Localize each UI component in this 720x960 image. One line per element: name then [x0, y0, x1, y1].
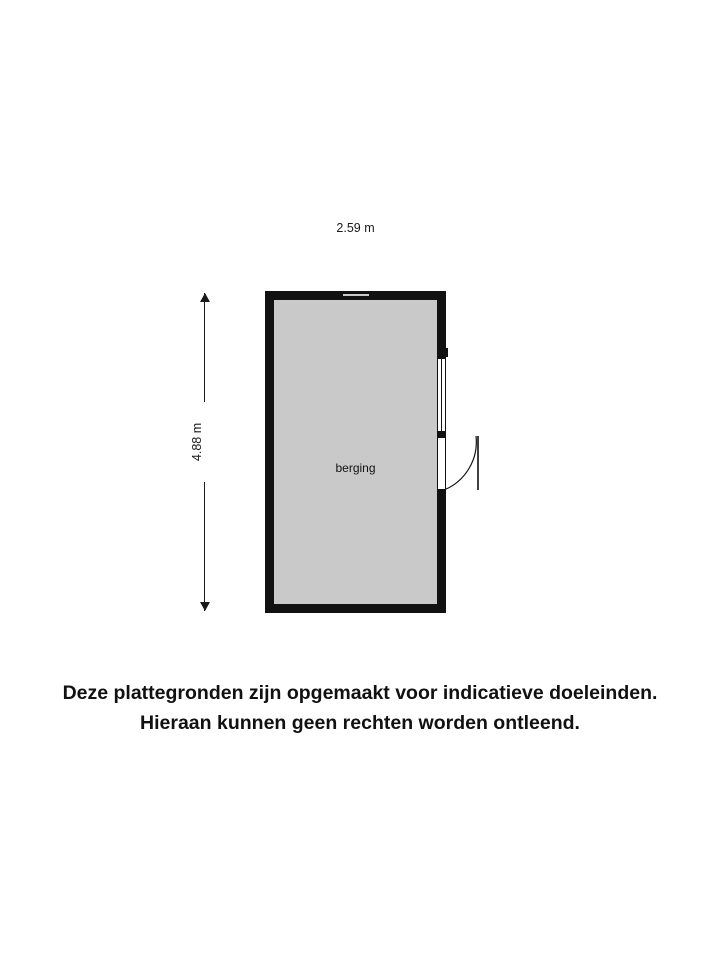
height-dimension: [190, 293, 218, 611]
wall-notch-right-icon: [437, 579, 446, 586]
window-head-icon: [437, 348, 448, 357]
height-dimension-arrow-down-icon: [200, 602, 210, 611]
window-icon: [438, 357, 445, 433]
width-dimension: [268, 219, 443, 247]
door-swing-icon: [442, 432, 482, 500]
wall-notch-left-icon: [265, 487, 274, 493]
disclaimer-line-2: Hieraan kunnen geen rechten worden ontleend.: [140, 712, 580, 734]
height-dimension-arrow-up-icon: [200, 293, 210, 302]
disclaimer-text: [0, 678, 720, 738]
building-outline: [265, 291, 446, 613]
room-label-berging: berging: [335, 461, 376, 475]
disclaimer-line-1: Deze plattegronden zijn opgemaakt voor indicatieve doeleinden.: [62, 682, 658, 704]
wall-vent-top-icon: [343, 294, 369, 297]
height-dimension-label: 4.88 m: [189, 402, 205, 482]
room-berging: [274, 300, 437, 604]
width-dimension-label: 2.59 m: [268, 219, 443, 237]
